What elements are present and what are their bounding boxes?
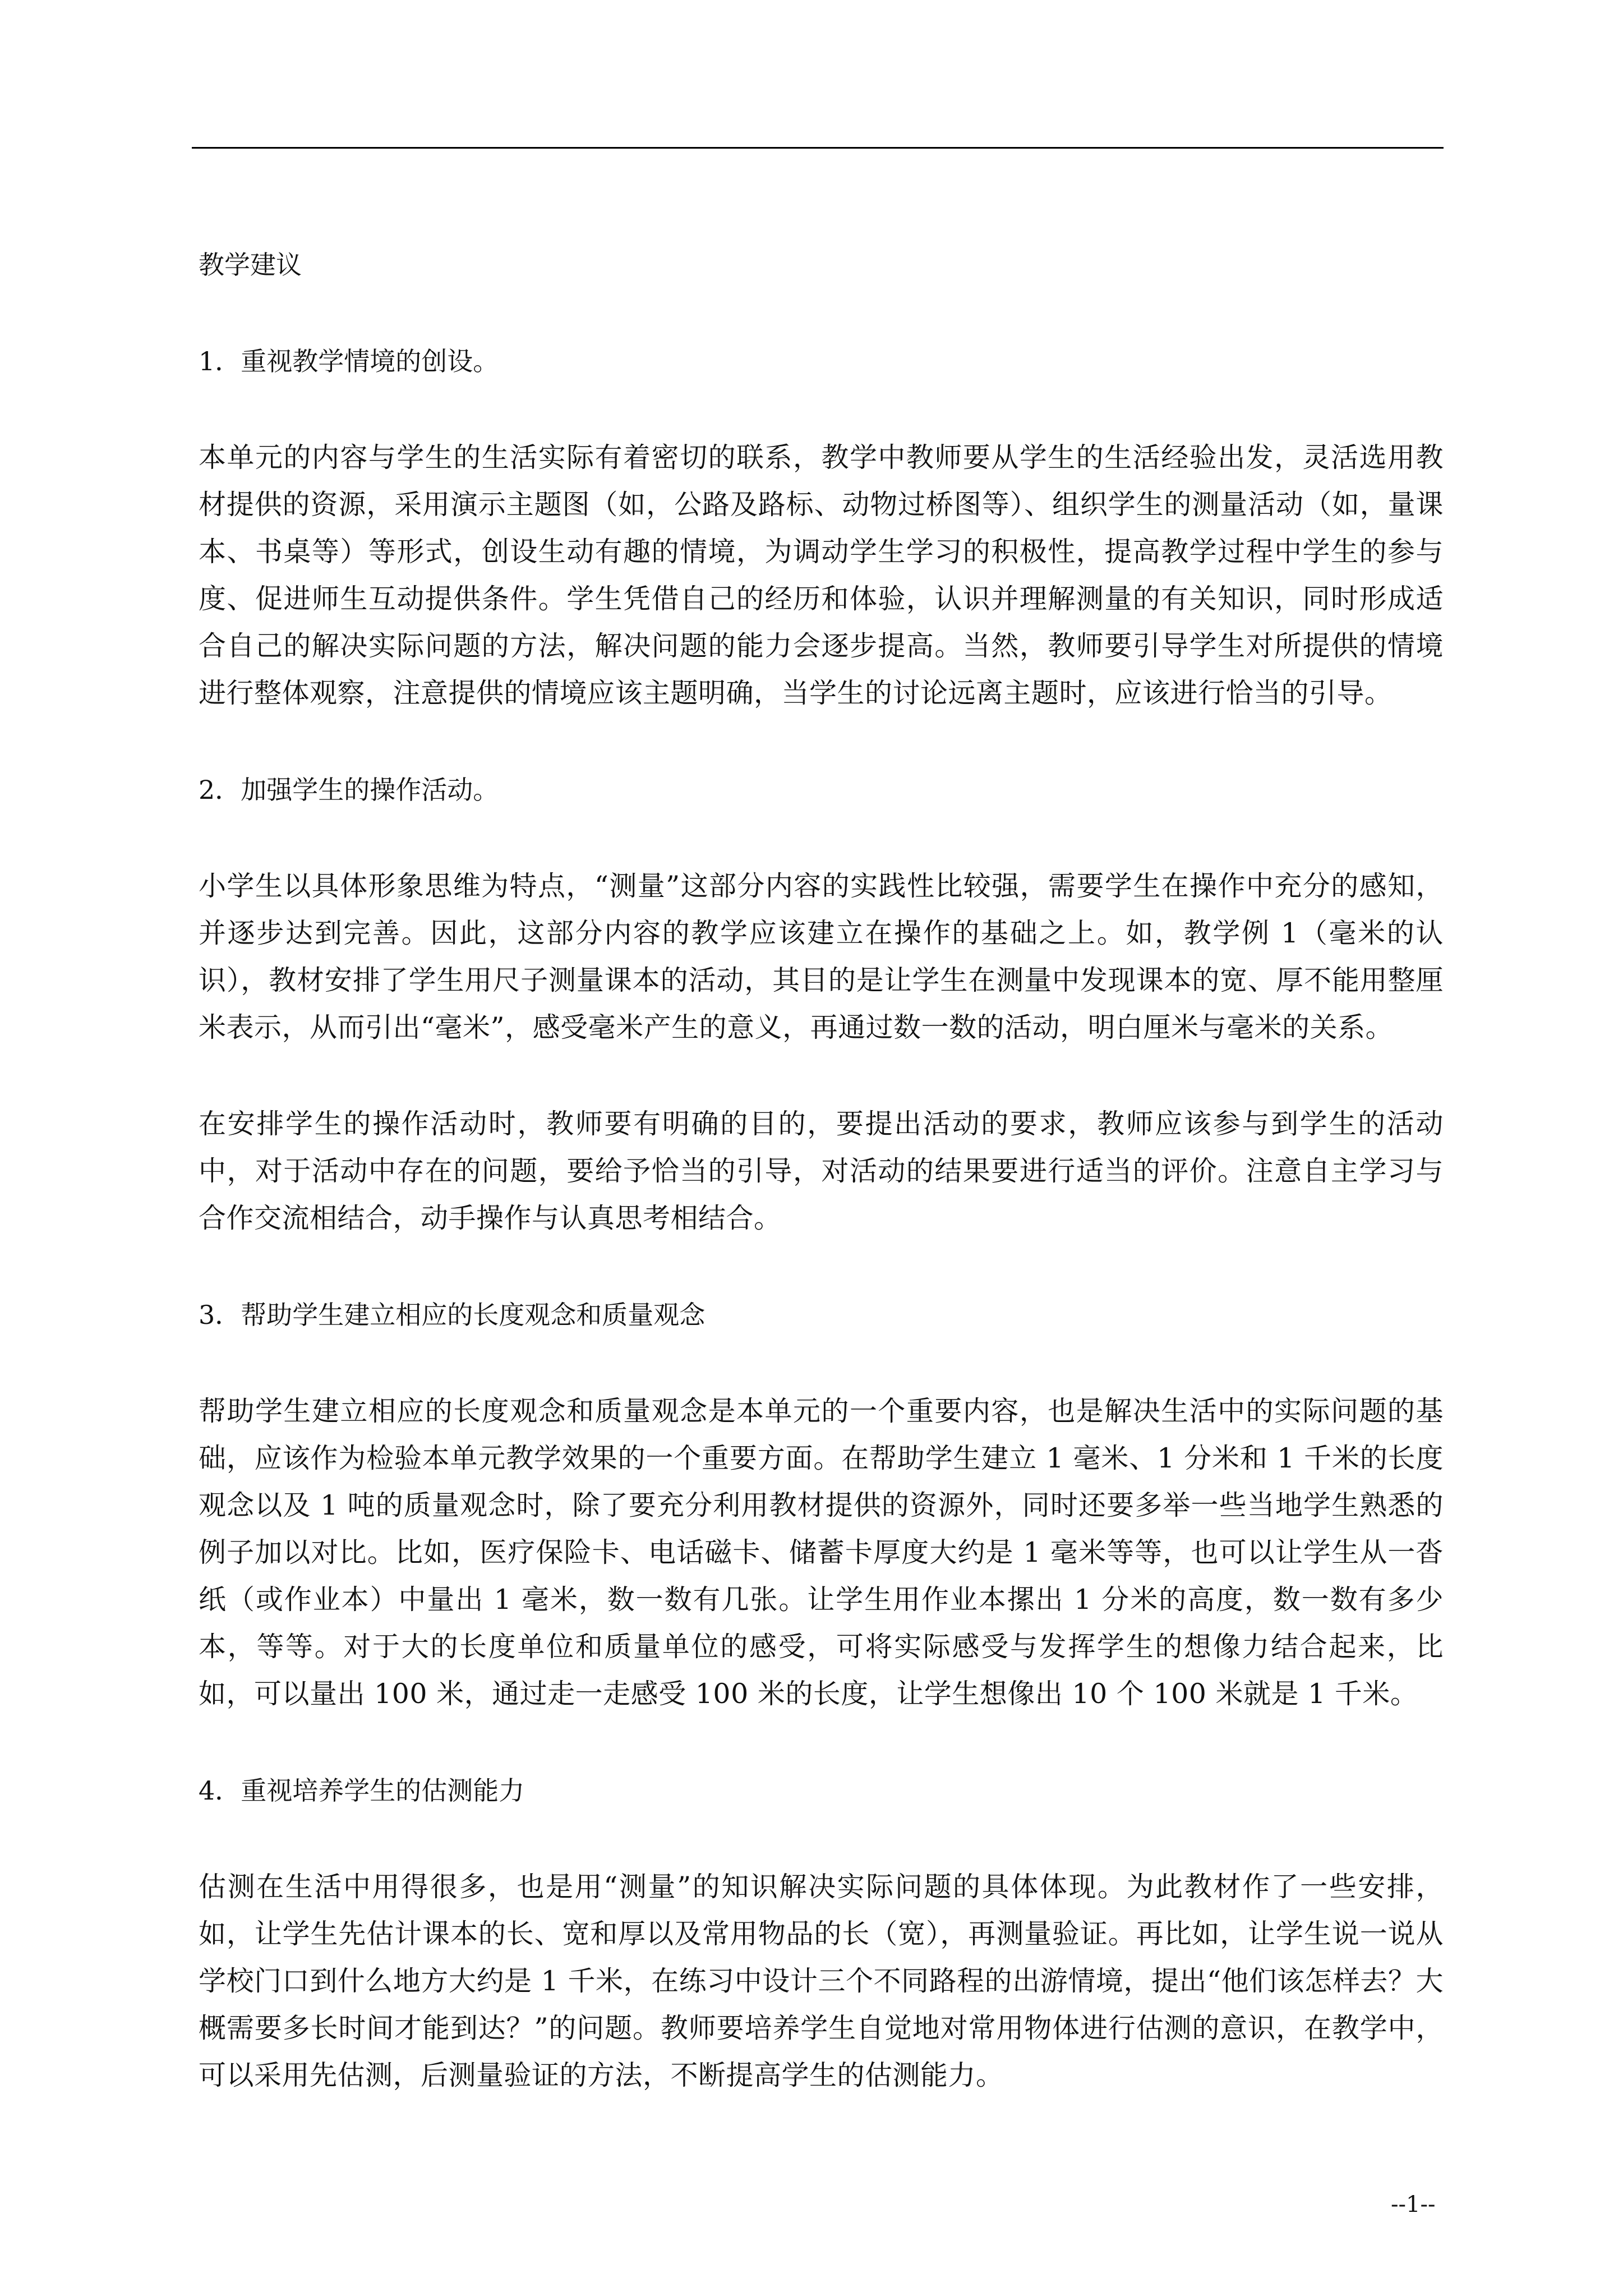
section-3	[199, 1291, 1444, 1718]
paragraph: 本单元的内容与学生的生活实际有着密切的联系，教学中教师要从学生的生活经验出发，灵活选用教材提供的资源，采用演示主题图（如，公路及路标、动物过桥图等）、组织学生的测量活动（如，量课本、书桌等）等形式，创设生动有趣的情境，为调动学生学习的积极性，提高教学过程中学生的参与度、促进师生互动提供条件。学生凭借自己的经历和体验，认识并理解测量的有关知识，同时形成适合自己的解决实际问题的方法，解决问题的能力会逐步提高。当然，教师要引导学生对所提供的情境进行整体观察，注意提供的情境应该主题明确，当学生的讨论远离主题时，应该进行恰当的引导。	[199, 441, 1444, 709]
paragraph: 帮助学生建立相应的长度观念和质量观念是本单元的一个重要内容，也是解决生活中的实际问题的基础，应该作为检验本单元教学效果的一个重要方面。在帮助学生建立 1 毫米、1 分米和 1 千米的长度观念以及 1 吨的质量观念时，除了要充分利用教材提供的资源外，同时还要多举一些当地学生熟悉的例子加以对比。比如，医疗保险卡、电话磁卡、储蓄卡厚度大约是 1 毫米等等，也可以让学生从一沓纸（或作业本）中量出 1 毫米，数一数有几张。让学生用作业本摞出 1 分米的高度，数一数有多少本，等等。对于大的长度单位和质量单位的感受，可将实际感受与发挥学生的想像力结合起来，比如，可以量出 100 米，通过走一走感受 100 米的长度，让学生想像出 10 个 100 米就是 1 千米。	[199, 1395, 1444, 1710]
section-heading: 3．帮助学生建立相应的长度观念和质量观念	[199, 1300, 706, 1330]
paragraph: 估测在生活中用得很多，也是用“测量”的知识解决实际问题的具体体现。为此教材作了一些安排，如，让学生先估计课本的长、宽和厚以及常用物品的长（宽），再测量验证。再比如，让学生说一说从学校门口到什么地方大约是 1 千米，在练习中设计三个不同路程的出游情境，提出“他们该怎样去？大概需要多长时间才能到达？”的问题。教师要培养学生自觉地对常用物体进行估测的意识，在教学中，可以采用先估测，后测量验证的方法，不断提高学生的估测能力。	[199, 1871, 1444, 2091]
paragraph: 小学生以具体形象思维为特点，“测量”这部分内容的实践性比较强，需要学生在操作中充分的感知，并逐步达到完善。因此，这部分内容的教学应该建立在操作的基础之上。如，教学例 1（毫米的认识），教材安排了学生用尺子测量课本的活动，其目的是让学生在测量中发现课本的宽、厚不能用整厘米表示，从而引出“毫米”，感受毫米产生的意义，再通过数一数的活动，明白厘米与毫米的关系。	[199, 870, 1444, 1043]
section-heading: 2．加强学生的操作活动。	[199, 775, 499, 805]
section-heading: 4．重视培养学生的估测能力	[199, 1775, 525, 1806]
section-2	[199, 766, 1444, 1242]
section-1	[199, 338, 1444, 717]
page-heading: 教学建议	[199, 250, 302, 280]
page-number: --1--	[1391, 2192, 1436, 2217]
section-4	[199, 1767, 1444, 2099]
header-rule	[192, 147, 1444, 149]
section-heading: 1．重视教学情境的创设。	[199, 346, 499, 376]
document-body	[199, 241, 1444, 2148]
paragraph: 在安排学生的操作活动时，教师要有明确的目的，要提出活动的要求，教师应该参与到学生的活动中，对于活动中存在的问题，要给予恰当的引导，对活动的结果要进行适当的评价。注意自主学习与合作交流相结合，动手操作与认真思考相结合。	[199, 1108, 1444, 1234]
